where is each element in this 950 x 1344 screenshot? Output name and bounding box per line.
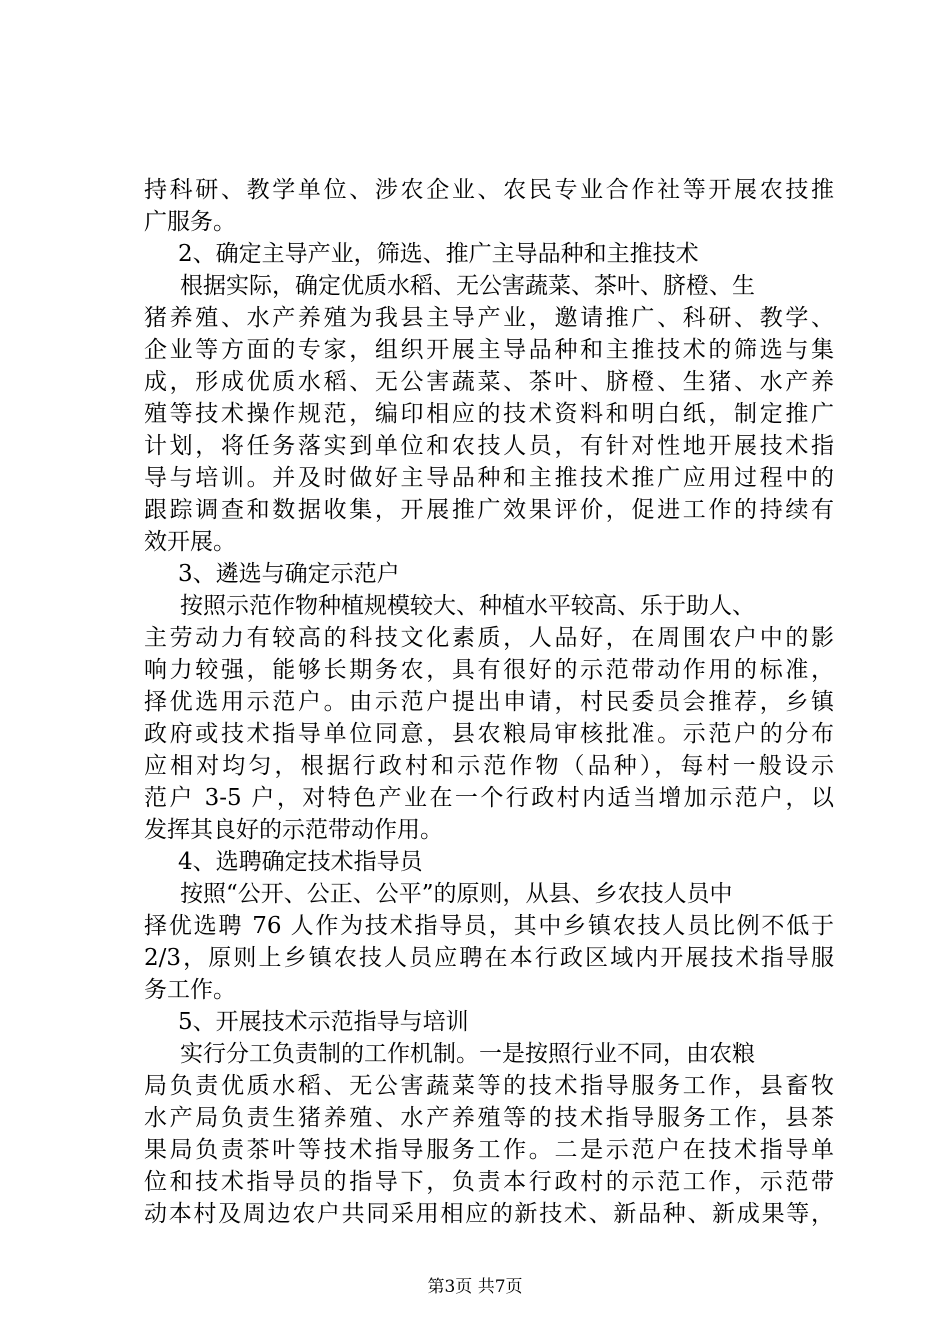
text-line: 按照示范作物种植规模较大、种植水平较高、乐于助人、 — [180, 593, 755, 619]
text-line: 果局负责茶叶等技术指导服务工作。二是示范户在技术指导单 — [144, 1137, 834, 1163]
text-line: 2/3，原则上乡镇农技人员应聘在本行政区域内开展技术指导服 — [144, 945, 834, 971]
text-line: 计划，将任务落实到单位和农技人员，有针对性地开展技术指 — [144, 433, 834, 459]
text-line: 按照“公开、公正、公平”的原则，从县、乡农技人员中 — [180, 881, 733, 907]
text-line: 响力较强，能够长期务农，具有很好的示范带动作用的标准， — [144, 657, 834, 683]
text-line: 应相对均匀，根据行政村和示范作物（品种），每村一般设示 — [144, 753, 834, 779]
text-line: 政府或技术指导单位同意，县农粮局审核批准。示范户的分布 — [144, 721, 834, 747]
section-heading: 2、确定主导产业，筛选、推广主导品种和主推技术 — [178, 241, 699, 267]
text-line: 位和技术指导员的指导下，负责本行政村的示范工作，示范带 — [144, 1169, 834, 1195]
text-line: 成，形成优质水稻、无公害蔬菜、茶叶、脐橙、生猪、水产养 — [144, 369, 834, 395]
text-line: 择优选聘 76 人作为技术指导员，其中乡镇农技人员比例不低于 — [144, 913, 834, 939]
text-line: 导与培训。并及时做好主导品种和主推技术推广应用过程中的 — [144, 465, 834, 491]
section-heading: 4、选聘确定技术指导员 — [178, 849, 423, 875]
text-line: 持科研、教学单位、涉农企业、农民专业合作社等开展农技推 — [144, 177, 834, 203]
text-line: 发挥其良好的示范带动作用。 — [144, 817, 443, 843]
text-line: 范户 3-5 户，对特色产业在一个行政村内适当增加示范户，以 — [144, 785, 834, 811]
text-line: 殖等技术操作规范，编印相应的技术资料和明白纸，制定推广 — [144, 401, 834, 427]
page-footer: 第3页 共7页 — [427, 1277, 523, 1297]
text-line: 猪养殖、水产养殖为我县主导产业，邀请推广、科研、教学、 — [144, 305, 834, 331]
document-body — [144, 174, 834, 1230]
section-heading: 3、遴选与确定示范户 — [178, 561, 400, 587]
text-line: 实行分工负责制的工作机制。一是按照行业不同，由农粮 — [180, 1041, 755, 1067]
text-line: 局负责优质水稻、无公害蔬菜等的技术指导服务工作，县畜牧 — [144, 1073, 834, 1099]
text-line: 广服务。 — [144, 209, 236, 235]
text-line: 根据实际，确定优质水稻、无公害蔬菜、茶叶、脐橙、生 — [180, 273, 755, 299]
text-line: 水产局负责生猪养殖、水产养殖等的技术指导服务工作，县茶 — [144, 1105, 834, 1131]
text-line: 务工作。 — [144, 977, 236, 1003]
section-heading: 5、开展技术示范指导与培训 — [178, 1009, 469, 1035]
text-line: 择优选用示范户。由示范户提出申请，村民委员会推荐，乡镇 — [144, 689, 834, 715]
text-line: 企业等方面的专家，组织开展主导品种和主推技术的筛选与集 — [144, 337, 834, 363]
text-line: 动本村及周边农户共同采用相应的新技术、新品种、新成果等， — [144, 1201, 834, 1227]
text-line: 效开展。 — [144, 529, 236, 555]
text-line: 跟踪调查和数据收集，开展推广效果评价，促进工作的持续有 — [144, 497, 834, 523]
text-line: 主劳动力有较高的科技文化素质，人品好，在周围农户中的影 — [144, 625, 834, 651]
